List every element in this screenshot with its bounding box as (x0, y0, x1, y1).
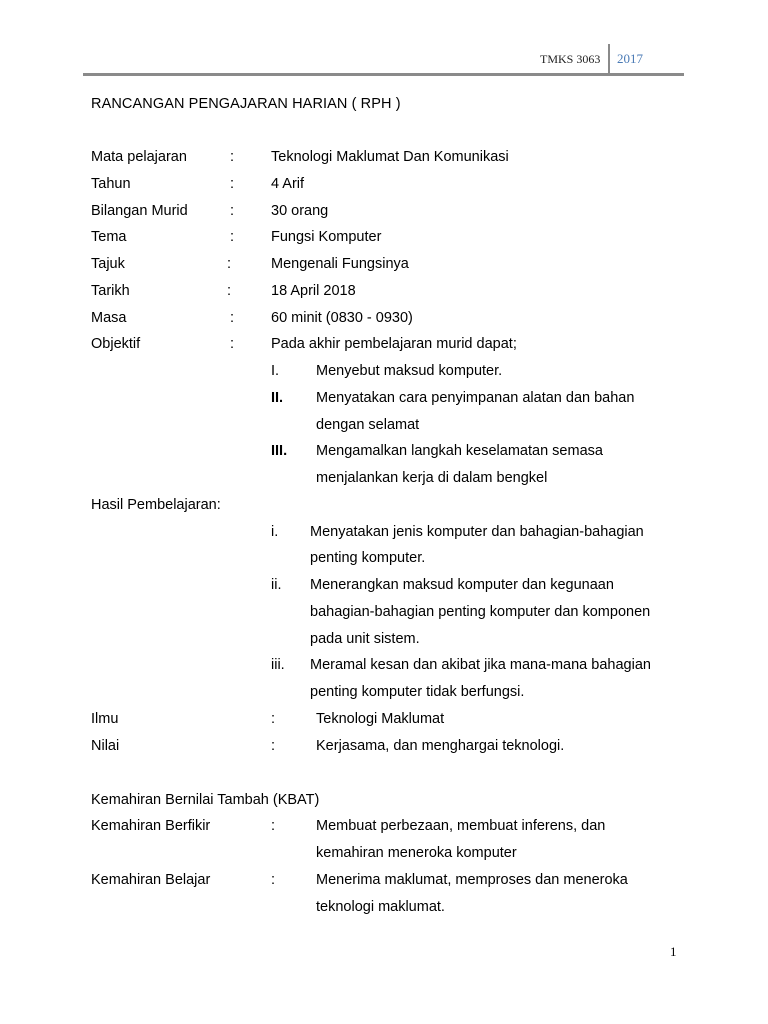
kemahiran-belajar-line: teknologi maklumat. (316, 899, 445, 915)
mata-pelajaran-label: Mata pelajaran (91, 149, 187, 165)
objective-number: I. (271, 363, 280, 379)
nilai-value: Kerjasama, dan menghargai teknologi. (316, 738, 565, 754)
tajuk-value: Mengenali Fungsinya (271, 256, 409, 272)
colon: : (227, 283, 232, 299)
ilmu-label: Ilmu (91, 711, 119, 727)
nilai-label: Nilai (91, 738, 120, 754)
tahun-value: 4 Arif (271, 176, 305, 192)
objective-line: dengan selamat (316, 417, 420, 433)
page-number: 1 (670, 944, 677, 959)
outcome-line: penting komputer tidak berfungsi. (310, 684, 525, 700)
colon: : (230, 176, 235, 192)
kemahiran-berfikir-line: Membuat perbezaan, membuat inferens, dan (316, 818, 606, 834)
masa-value: 60 minit (0830 - 0930) (271, 310, 413, 326)
kemahiran-belajar-label: Kemahiran Belajar (91, 872, 211, 888)
tahun-label: Tahun (91, 176, 131, 192)
tajuk-label: Tajuk (91, 256, 125, 272)
outcome-line: Menyatakan jenis komputer dan bahagian-bahagian (310, 524, 644, 540)
kbat-heading: Kemahiran Bernilai Tambah (KBAT) (91, 792, 320, 808)
colon: : (230, 229, 235, 245)
objektif-value: Pada akhir pembelajaran murid dapat; (271, 336, 517, 352)
masa-label: Masa (91, 310, 127, 326)
outcome-line: bahagian-bahagian penting komputer dan komponen (310, 604, 651, 620)
outcome-line: Menerangkan maksud komputer dan kegunaan (310, 577, 614, 593)
objective-line: Mengamalkan langkah keselamatan semasa (316, 443, 603, 459)
outcome-line: Meramal kesan dan akibat jika mana-mana bahagian (310, 657, 651, 673)
tema-label: Tema (91, 229, 127, 245)
ilmu-value: Teknologi Maklumat (316, 711, 445, 727)
colon: : (230, 336, 235, 352)
objektif-label: Objektif (91, 336, 141, 352)
objective-line: menjalankan kerja di dalam bengkel (316, 470, 548, 486)
course-code: TMKS 3063 (540, 52, 601, 66)
kemahiran-berfikir-line: kemahiran meneroka komputer (316, 845, 517, 861)
hasil-pembelajaran-label: Hasil Pembelajaran: (91, 497, 221, 513)
colon: : (230, 149, 235, 165)
header-rule (83, 73, 684, 76)
colon: : (230, 310, 235, 326)
colon: : (271, 818, 276, 834)
tarikh-value: 18 April 2018 (271, 283, 356, 299)
outcome-line: pada unit sistem. (310, 631, 420, 647)
bilangan-murid-label: Bilangan Murid (91, 203, 188, 219)
bilangan-murid-value: 30 orang (271, 203, 329, 219)
kemahiran-belajar-line: Menerima maklumat, memproses dan meneroka (316, 872, 628, 888)
colon: : (271, 872, 276, 888)
outcome-number: i. (271, 524, 279, 540)
tarikh-label: Tarikh (91, 283, 130, 299)
tema-value: Fungsi Komputer (271, 229, 382, 245)
colon: : (271, 711, 276, 727)
colon: : (230, 203, 235, 219)
objective-line: Menyebut maksud komputer. (316, 363, 503, 379)
objective-number: II. (271, 390, 284, 406)
kemahiran-berfikir-label: Kemahiran Berfikir (91, 818, 211, 834)
page-title: RANCANGAN PENGAJARAN HARIAN ( RPH ) (91, 96, 401, 112)
mata-pelajaran-value: Teknologi Maklumat Dan Komunikasi (271, 149, 509, 165)
objective-number: III. (271, 443, 288, 459)
outcome-line: penting komputer. (310, 550, 426, 566)
colon: : (227, 256, 232, 272)
header-separator (608, 44, 610, 74)
outcome-number: iii. (271, 657, 285, 673)
outcome-number: ii. (271, 577, 282, 593)
objective-line: Menyatakan cara penyimpanan alatan dan bahan (316, 390, 635, 406)
header-year: 2017 (617, 51, 643, 66)
colon: : (271, 738, 276, 754)
